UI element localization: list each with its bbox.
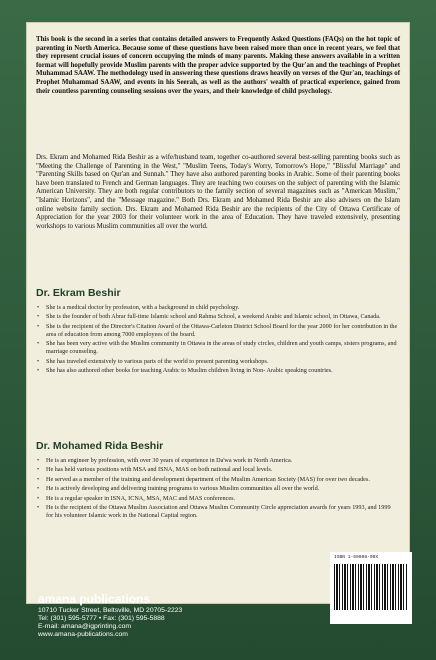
isbn-text: ISBN 1-59008-00X xyxy=(334,555,379,560)
list-item: • He is an engineer by profession, with over 30 years of experience in Da'wa work in North America. xyxy=(36,457,398,465)
list-item: • He is a regular speaker in ISNA, ICNA, MSA, MAC and MAS conferences. xyxy=(36,495,398,503)
list-item: • She is a medical doctor by profession, with a background in child psychology. xyxy=(36,304,398,312)
list-item: • He has held various positions with MSA and ISNA, MAS on both national and local levels. xyxy=(36,466,398,474)
author1-heading: Dr. Ekram Beshir xyxy=(36,287,121,299)
list-item: • She has traveled extensively to various parts of the world to present parenting workshops. xyxy=(36,358,398,366)
author2-bullets xyxy=(36,457,398,521)
publisher-email: E-mail: amana@igprinting.com xyxy=(38,623,132,630)
list-item: • He served as a member of the training and development department of the Muslim American Society (MAS) for over two decades. xyxy=(36,476,398,484)
book-description: This book is the second in a series that contains detailed answers to Frequently Asked Questions (FAQs) on the hot topic of parenting in North America. Because some of these questions have been raised more than once in recent years, we feel that they represent crucial issues of concern occupying the minds of many parents. Making these answers available in a written format will hopefully provide Muslim parents with the proper advice supported by the Qur'an and the teachings of Prophet Muhammad SAAW. The methodology used in answering these questions draws heavily on verses of the Qur'an, teachings of Prophet Muhammad SAAW, and events in his Seerah, as well as the authors' wealth of practical experience, gained from their countless parenting counseling sessions over the years, and their knowledge of child psychology. xyxy=(36,36,400,95)
publisher-phone: Tel: (301) 595-5777 • Fax: (301) 595-5888 xyxy=(38,615,165,622)
publisher-name: amana publications xyxy=(38,592,151,606)
list-item: • He is the recipient of the Ottawa Muslim Association and Ottawa Muslim Community Circle appreciation awards for years 1993, and 1999 for his volunteer Islamic work in the National Capital region. xyxy=(36,504,398,520)
publisher-website: www.amana-publications.com xyxy=(38,631,128,638)
publisher-address: 10710 Tucker Street, Beltsville, MD 20705-2223 xyxy=(38,607,183,614)
text-panel xyxy=(26,22,410,604)
list-item: • He is actively developing and delivering training programs to various Muslim communities all over the world. xyxy=(36,485,398,493)
list-item: • She has also authored other books for teaching Arabic to Muslim children living in Non- Arabic speaking countries. xyxy=(36,367,398,375)
list-item: • She has been very active with the Muslim community in Ottawa in the areas of study circles, children and youth camps, sisters programs, and marriage counseling. xyxy=(36,340,398,356)
list-item: • She is the recipient of the Director's Citation Award of the Ottawa-Carleton District School Board for the year 2000 for her contribution in the area of education from among 7000 employees of the board. xyxy=(36,323,398,339)
list-item: • She is the founder of both Abrar full-time Islamic school and Rahma School, a weekend Arabic and Islamic school, in Ottawa, Canada. xyxy=(36,313,398,321)
author2-heading: Dr. Mohamed Rida Beshir xyxy=(36,440,164,452)
barcode xyxy=(330,552,412,624)
authors-bio: Drs. Ekram and Mohamed Rida Beshir as a wife/husband team, together co-authored several best-selling parenting books such as "Meeting the Challenge of Parenting in the West," "Muslim Teens, Today's Worry, Tomorrow's Hope," "Blissful Marriage" and "Parenting Skills based on Qur'an and Sunnah." They have also authored parenting books in Arabic. Some of their parenting books have been translated to French and German languages. They are teaching two courses on the subject of parenting with the Islamic American University. They are both regular contributors to the family section of several magazines such as "American Muslim," "Islamic Horizons", and the "Message magazine." Both Drs. Ekram and Mohamed Rida Beshir are also advisers on the Islam online website family section. Drs. Ekram and Mohamed Rida Beshir are the recipients of the City of Ottawa Certificate of Appreciation for the year 2003 for their volunteer work in the area of Education. They have traveled extensively, presenting workshops to various Muslim communities all over the world. xyxy=(36,154,400,230)
barcode-bars xyxy=(334,564,408,610)
author1-bullets xyxy=(36,304,398,376)
